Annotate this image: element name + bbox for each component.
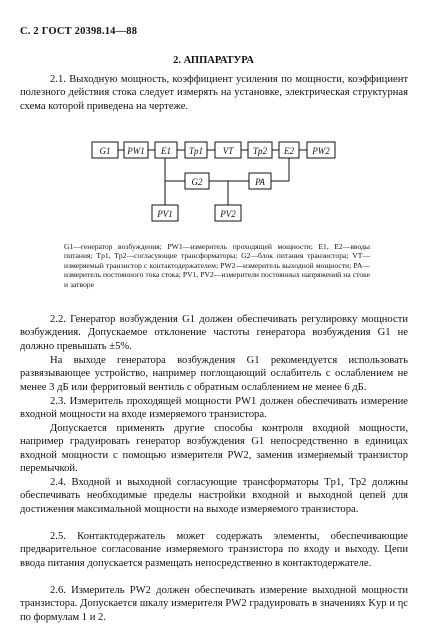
page-header: С. 2 ГОСТ 20398.14—88 (20, 26, 138, 37)
paragraph-2-5: 2.5. Контактодержатель может содержать элементы, обеспечивающие предварительное согласование измеряемого транзистора по входу и выходу. Цепи ввода питания допускается размещать непосредственно в контактодержателе. (20, 531, 408, 569)
paragraph-2-3-b: Допускается применять другие способы контроля входной мощности, например градуировать генератор возбуждения G1 непосредственно в единицах входной мощности с помощью измерителя PW2, заменив измеряемый транзистор перемычкой. (20, 423, 408, 475)
paragraph-2-1: 2.1. Выходную мощность, коэффициент усиления по мощности, коэффициент полезного действия стока следует измерять на установке, электрическая структурная схема которой приведена на чертеже. (20, 74, 408, 112)
label-tp1: Tp1 (188, 146, 204, 156)
label-pv1: PV1 (157, 209, 173, 219)
section-title: 2. АППАРАТУРА (173, 55, 254, 66)
label-e2: E2 (284, 146, 294, 156)
label-pv2: PV2 (220, 209, 236, 219)
paragraph-2-6: 2.6. Измеритель PW2 должен обеспечивать измерение выходной мощности транзистора. Допускается шкалу измерителя PW2 градуировать в значениях Kур и ηc по формулам 1 и 2. (20, 585, 408, 623)
paragraph-2-3: 2.3. Измеритель проходящей мощности PW1 должен обеспечивать измерение входной мощности на входе измеряемого транзистора. (20, 396, 408, 421)
label-pa: PA (255, 177, 265, 187)
paragraph-2-4: 2.4. Входной и выходной согласующие трансформаторы Tp1, Tp2 должны обеспечивать необходимые пределы настройки входной и выходной цепей для достижения максимальной мощности на выходе измеряемого транзистора. (20, 477, 408, 515)
label-e1: E1 (161, 146, 171, 156)
label-g2: G2 (191, 177, 203, 187)
label-pw2: PW2 (312, 146, 330, 156)
paragraph-2-2: 2.2. Генератор возбуждения G1 должен обеспечивать регулировку мощности возбуждения. Допускаемое отклонение частоты генератора возбуждения G1 не должно превышать ±5%. (20, 314, 408, 352)
label-pw1: PW1 (127, 146, 145, 156)
paragraph-2-2-b: На выходе генератора возбуждения G1 рекомендуется использовать развязывающее устройство, например поглощающий ослабитель с ослаблением не менее 3 дБ или ферритовый вентиль с обратным ослаблением не менее 6 дБ. (20, 355, 408, 393)
diagram-legend: G1—генератор возбуждения; PW1—измеритель проходящей мощности; E1, E2—вводы питания; Tp1, Tp2—согласующие трансформаторы; G2—блок питания транзистора; VT—измеряемый транзистор с контактодержателем; PW2—измеритель выходной мощности; PA—измеритель постоянного тока стока; PV1, PV2—измерители постоянных напряжений на стоке и затворе (64, 242, 370, 289)
label-tp2: Tp2 (252, 146, 268, 156)
label-g1: G1 (99, 146, 111, 156)
block-diagram (0, 130, 427, 242)
label-vt: VT (222, 146, 234, 156)
